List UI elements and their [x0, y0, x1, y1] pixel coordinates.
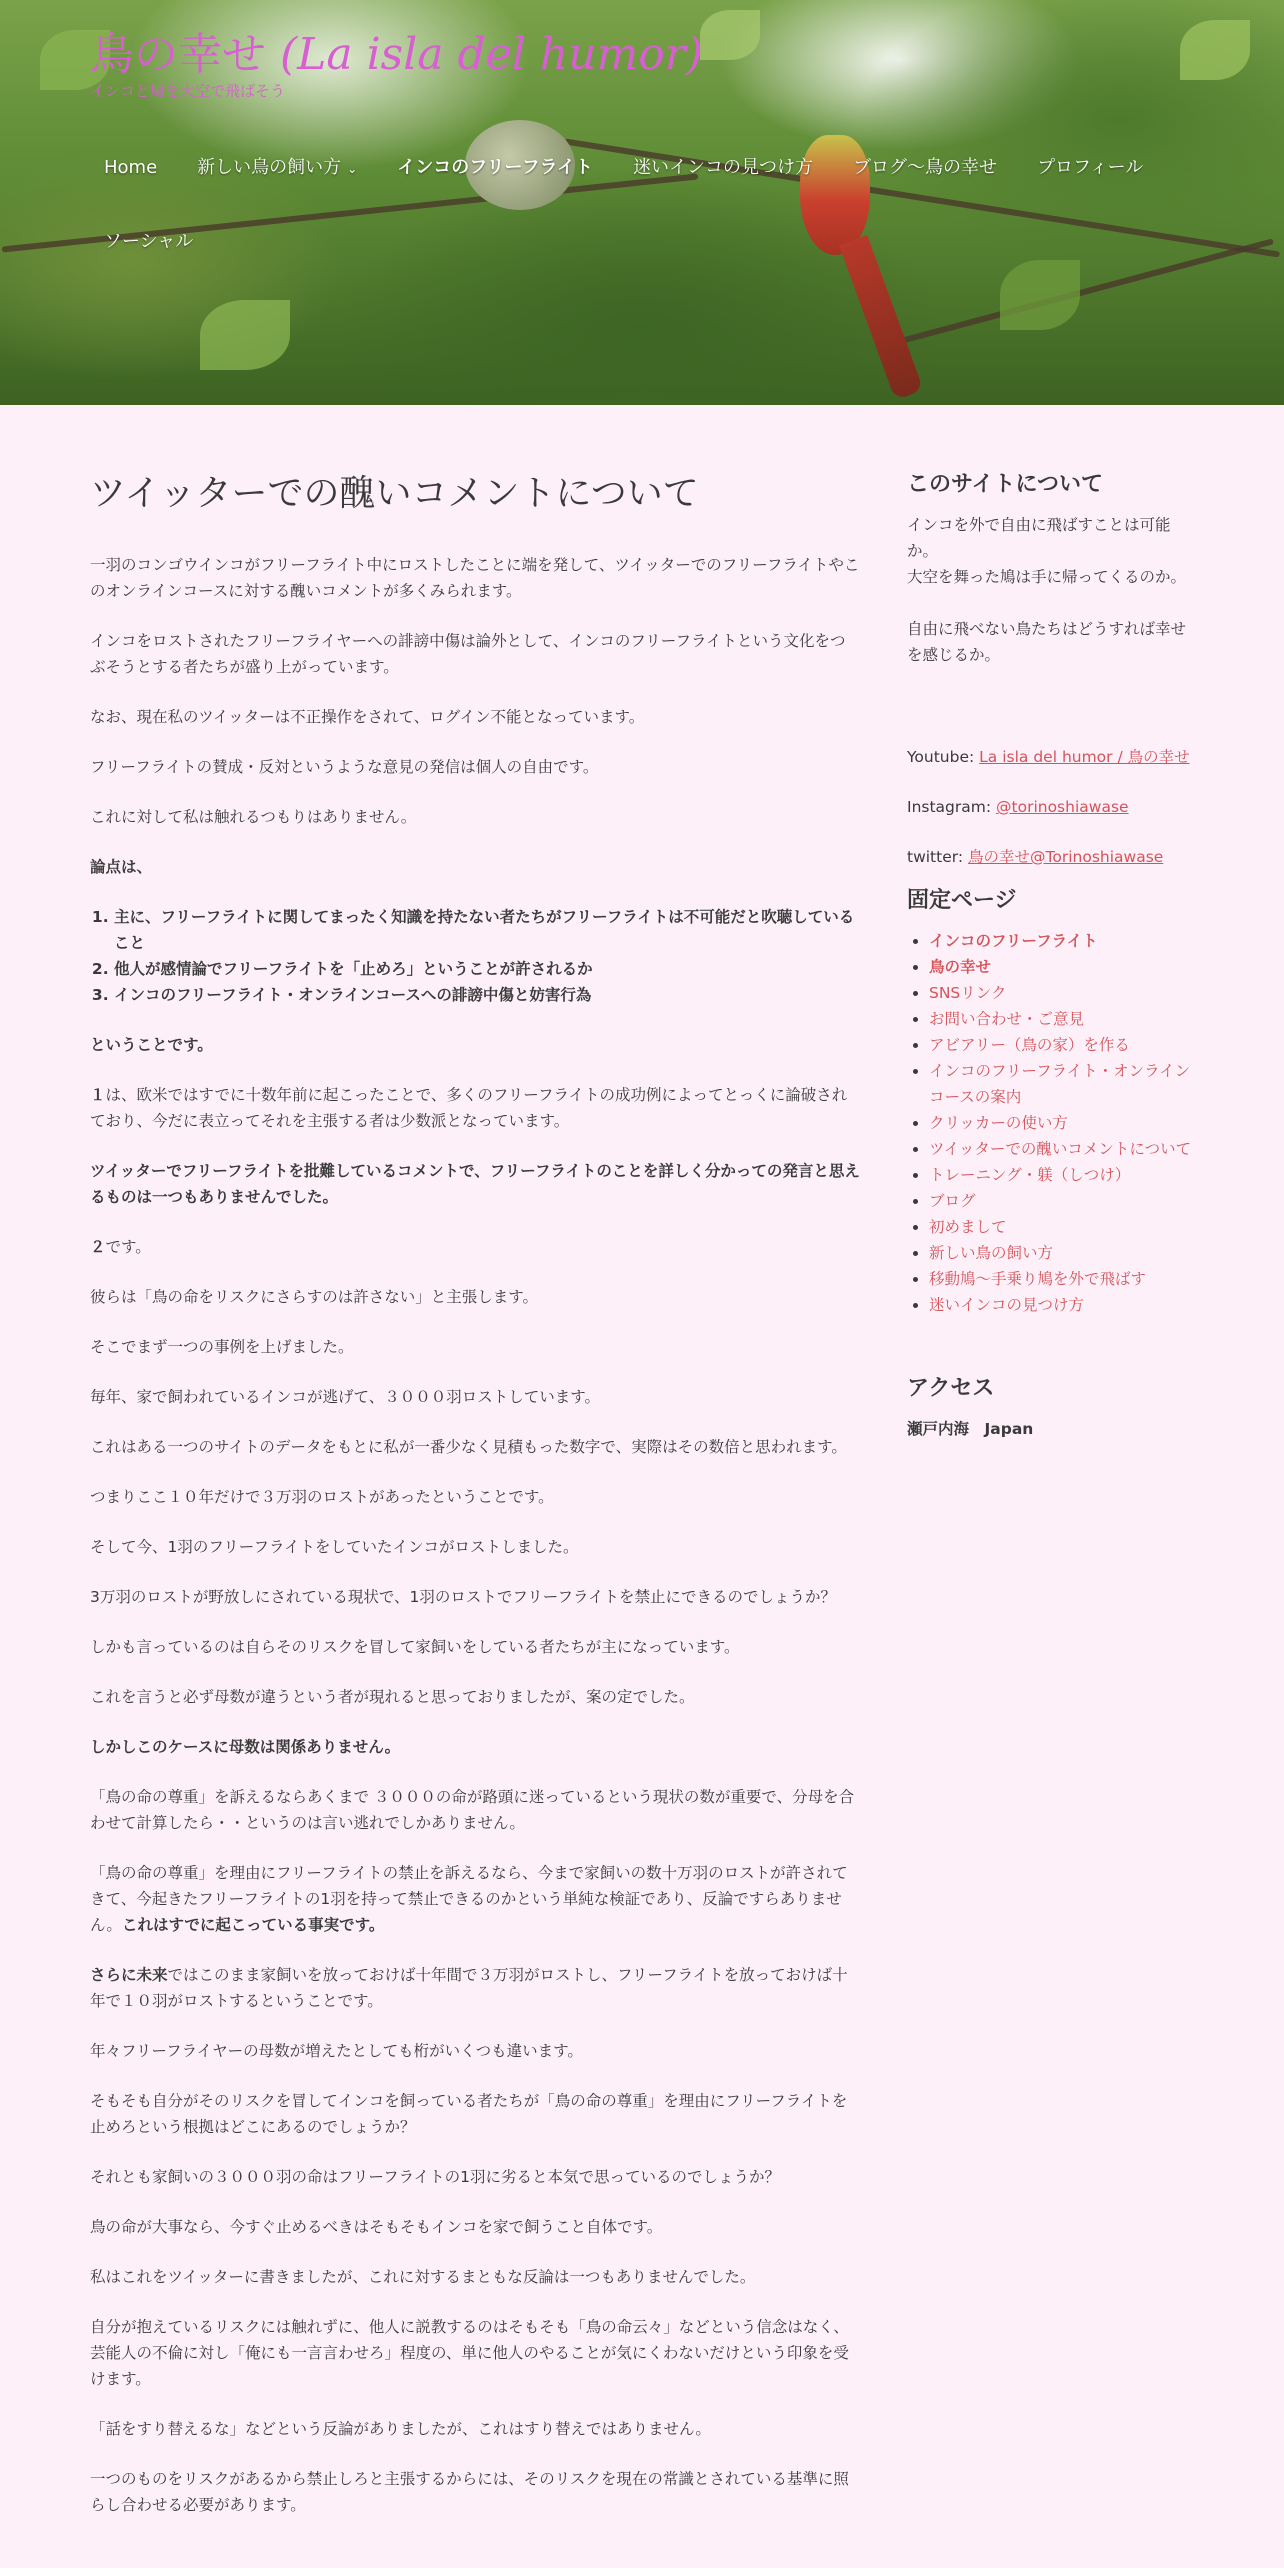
access-widget	[907, 1374, 1197, 1442]
page-link[interactable]: ツイッターでの醜いコメントについて	[929, 1140, 1192, 1158]
list-item	[929, 1266, 1197, 1292]
youtube-link[interactable]: La isla del humor / 鳥の幸せ	[979, 748, 1190, 766]
list-item	[929, 1110, 1197, 1136]
bold-text: ツイッターでフリーフライトを批難しているコメントで、フリーフライトのことを詳しく分かっての発言と思えるものは一つもありませんでした。	[90, 1162, 860, 1206]
bold-text: これはすでに起こっている事実です。	[121, 1916, 385, 1934]
nav-item-new-bird-keeping[interactable]	[197, 150, 357, 187]
page-link[interactable]: ブログ	[929, 1192, 976, 1210]
nav-item-free-flight[interactable]: インコのフリーフライト	[397, 157, 594, 178]
about-widget	[907, 470, 1197, 870]
paragraph-text: です。	[105, 1238, 151, 1256]
paragraph: そして今、1羽のフリーフライトをしていたインコがロストしました。	[90, 1538, 579, 1556]
bold-text: さらに未来	[90, 1966, 168, 1984]
page-link[interactable]: トレーニング・躾（しつけ）	[929, 1166, 1131, 1184]
list-item	[929, 1240, 1197, 1266]
paragraph: なお、現在私のツイッターは不正操作をされて、ログイン不能となっています。	[90, 708, 645, 726]
branch-decoration	[886, 238, 1274, 347]
bold-text: 論点は、	[90, 858, 153, 876]
site-title-italic[interactable]: (La isla del humor)	[280, 29, 703, 80]
widget-title: 固定ページ	[907, 888, 1017, 913]
paragraph: 一つのものをリスクがあるから禁止しろと主張するからには、そのリスクを現在の常識とされている基準に照らし合わせる必要があります。	[90, 2470, 849, 2514]
list-item: 1. 主に、フリーフライトに関してまったく知識を持たない者たちがフリーフライトは不可能だと吹聴していること	[114, 904, 860, 956]
paragraph: 鳥の命が大事なら、今すぐ止めるべきはそもそもインコを家で飼うこと自体です。	[90, 2218, 663, 2236]
about-text: インコを外で自由に飛ばすことは可能か。	[907, 516, 1171, 560]
paragraph: 一羽のコンゴウインコがフリーフライト中にロストしたことに端を発して、ツイッターでのフリーフライトやこのオンラインコースに対する醜いコメントが多くみられます。	[90, 556, 860, 600]
about-text: 大空を舞った鳩は手に帰ってくるのか。	[907, 568, 1187, 586]
paragraph: 「話をすり替えるな」などという反論がありましたが、これはすり替えではありません。	[90, 2420, 711, 2438]
fixed-pages-widget	[907, 886, 1197, 1318]
fixed-pages-list	[907, 928, 1197, 1318]
bold-number: １	[90, 1086, 106, 1104]
paragraph	[90, 1032, 860, 1058]
list-item	[929, 1032, 1197, 1058]
site-title-main[interactable]: 鳥の幸せ	[90, 29, 266, 80]
page-title: ツイッターでの醜いコメントについて	[90, 473, 699, 514]
page-link[interactable]: 迷いインコの見つけ方	[929, 1296, 1085, 1314]
list-item: 3. インコのフリーフライト・オンラインコースへの誹謗中傷と妨害行為	[114, 982, 860, 1008]
page-link[interactable]: 新しい鳥の飼い方	[929, 1244, 1054, 1262]
list-item	[929, 928, 1197, 954]
paragraph: つまりここ１０年だけで３万羽のロストがあったということです。	[90, 1488, 554, 1506]
instagram-label: Instagram:	[907, 798, 997, 816]
site-description: インコと鳩を大空で飛ばそう	[90, 82, 286, 100]
paragraph: 私はこれをツイッターに書きましたが、これに対するまともな反論は一つもありませんでした。	[90, 2268, 756, 2286]
paragraph: これに対して私は触れるつもりはありません。	[90, 808, 417, 826]
page-link[interactable]: インコのフリーフライト・オンラインコースの案内	[929, 1062, 1191, 1106]
paragraph: 自分が抱えているリスクには触れずに、他人に説教するのはそもそも「鳥の命云々」などという信念はなく、芸能人の不倫に対し「俺にも一言言わせろ」程度の、単に他人のやることが気にくわないだけという印象を受けます。	[90, 2318, 849, 2388]
main-content	[90, 470, 860, 2542]
paragraph: 年々フリーフライヤーの母数が増えたとしても桁がいくつも違います。	[90, 2042, 583, 2060]
list-item: 2. 他人が感情論でフリーフライトを「止めろ」ということが許されるか	[114, 956, 860, 982]
paragraph: これはある一つのサイトのデータをもとに私が一番少なく見積もった数字で、実際はその数倍と思われます。	[90, 1438, 847, 1456]
nav-item-home[interactable]: Home	[104, 157, 158, 178]
nav-item-social[interactable]: ソーシャル	[104, 231, 194, 252]
main-navigation-row2	[90, 224, 219, 260]
page-link[interactable]: 初めまして	[929, 1218, 1007, 1236]
paragraph-text: 「鳥の命の尊重」を理由にフリーフライトの禁止を訴えるなら、今まで家飼いの数十万羽のロストが許されてきて、今起きたフリーフライトの1羽を持って禁止できるのかという単純な検証であり、反論ですらありません。	[90, 1864, 848, 1934]
nav-item-label: 新しい鳥の飼い方	[197, 157, 342, 178]
paragraph: そこでまず一つの事例を上げました。	[90, 1338, 354, 1356]
points-list	[90, 904, 860, 1008]
paragraph: そもそも自分がそのリスクを冒してインコを飼っている者たちが「鳥の命の尊重」を理由にフリーフライトを止めろという根拠はどこにあるのでしょうか？	[90, 2092, 848, 2136]
paragraph: インコをロストされたフリーフライヤーへの誹謗中傷は論外として、インコのフリーフライトという文化をつぶそうとする者たちが盛り上がっています。	[90, 632, 846, 676]
paragraph: しかも言っているのは自らそのリスクを冒して家飼いをしている者たちが主になっています。	[90, 1638, 740, 1656]
list-item	[929, 1136, 1197, 1162]
page-link[interactable]: アビアリー（鳥の家）を作る	[929, 1036, 1130, 1054]
page-link[interactable]: クリッカーの使い方	[929, 1114, 1068, 1132]
paragraph: 3万羽のロストが野放しにされている現状で、1羽のロストでフリーフライトを禁止にできるのでしょうか？	[90, 1588, 837, 1606]
about-text: 自由に飛べない鳥たちはどうすれば幸せを感じるか。	[907, 620, 1187, 664]
bold-number: ２	[90, 1238, 106, 1256]
paragraph	[90, 1158, 860, 1210]
nav-item-lost-parakeet[interactable]: 迷いインコの見つけ方	[633, 157, 814, 178]
youtube-label: Youtube:	[907, 748, 980, 766]
paragraph	[90, 1962, 860, 2014]
paragraph: それとも家飼いの３０００羽の命はフリーフライトの1羽に劣ると本気で思っているのでしょうか？	[90, 2168, 781, 2186]
leaf-decoration	[1180, 20, 1250, 80]
page-link[interactable]: お問い合わせ・ご意見	[929, 1010, 1085, 1028]
main-navigation	[90, 150, 1200, 187]
widget-title: アクセス	[907, 1376, 995, 1401]
page-link[interactable]: インコのフリーフライト	[929, 932, 1098, 950]
paragraph-text: ではこのまま家飼いを放っておけば十年間で３万羽がロストし、フリーフライトを放っておけば十年で１０羽がロストするということです。	[90, 1966, 848, 2010]
bold-text: しかしこのケースに母数は関係ありません。	[90, 1738, 401, 1756]
paragraph: 「鳥の命の尊重」を訴えるならあくまで ３０００の命が路頭に迷っているという現状の数が重要で、分母を合わせて計算したら・・というのは言い逃れでしかありません。	[90, 1788, 855, 1832]
paragraph	[90, 854, 860, 880]
leaf-decoration	[200, 300, 290, 370]
site-header-hero	[0, 0, 1284, 405]
leaf-decoration	[700, 10, 760, 60]
paragraph: これを言うと必ず母数が違うという者が現れると思っておりましたが、案の定でした。	[90, 1688, 695, 1706]
list-item	[929, 1188, 1197, 1214]
leaf-decoration	[1000, 260, 1080, 330]
paragraph: 毎年、家で飼われているインコが逃げて、３０００羽ロストしています。	[90, 1388, 600, 1406]
list-item	[929, 1006, 1197, 1032]
instagram-link[interactable]: @torinoshiawase	[996, 798, 1129, 816]
chevron-down-icon[interactable]: ⌄	[347, 162, 358, 176]
paragraph-text: は、欧米ではすでに十数年前に起こったことで、多くのフリーフライトの成功例によってとっくに論破されており、今だに表立ってそれを主張する者は少数派となっています。	[90, 1086, 848, 1130]
page-link[interactable]: SNSリンク	[929, 984, 1007, 1002]
twitter-line	[907, 844, 1197, 870]
access-text: 瀬戸内海 Japan	[907, 1420, 1034, 1438]
nav-item-blog[interactable]: ブログ～鳥の幸せ	[853, 157, 998, 178]
widget-title: このサイトについて	[907, 472, 1104, 497]
twitter-link[interactable]: 鳥の幸せ@Torinoshiawase	[968, 848, 1164, 866]
paragraph	[90, 1082, 860, 1134]
list-item	[929, 1058, 1197, 1110]
sidebar	[907, 470, 1197, 1442]
paragraph: フリーフライトの賛成・反対というような意見の発信は個人の自由です。	[90, 758, 599, 776]
page-link[interactable]: 鳥の幸せ	[929, 958, 992, 976]
site-title[interactable]	[90, 18, 703, 82]
list-item	[929, 1162, 1197, 1188]
paragraph	[90, 1234, 860, 1260]
list-item	[929, 954, 1197, 980]
list-item	[929, 1292, 1197, 1318]
paragraph: 彼らは「鳥の命をリスクにさらすのは許さない」と主張します。	[90, 1288, 538, 1306]
list-item	[929, 1214, 1197, 1240]
bold-text: ということです。	[90, 1036, 213, 1054]
conure-tail-image	[839, 235, 924, 400]
youtube-line	[907, 744, 1197, 770]
instagram-line	[907, 794, 1197, 820]
twitter-label: twitter:	[907, 848, 969, 866]
nav-item-profile[interactable]: プロフィール	[1037, 157, 1144, 178]
paragraph	[90, 1860, 860, 1938]
paragraph	[90, 1734, 860, 1760]
page-link[interactable]: 移動鳩～手乗り鳩を外で飛ばす	[929, 1270, 1147, 1288]
list-item	[929, 980, 1197, 1006]
